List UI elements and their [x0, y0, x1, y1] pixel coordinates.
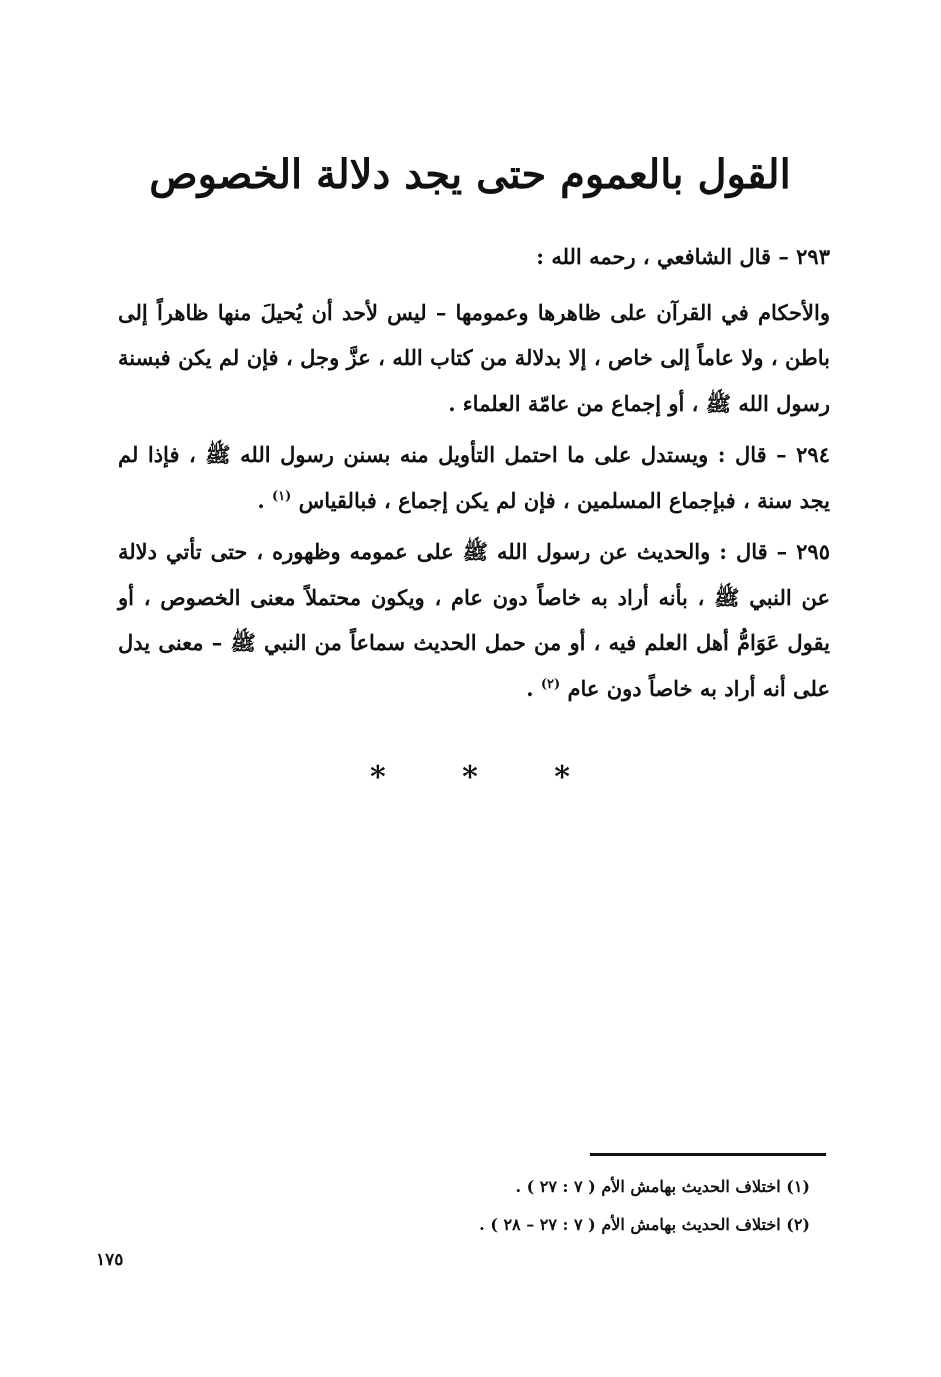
page-number: ١٧٥: [96, 1250, 124, 1270]
paragraph-295-text: ٢٩٥ – قال : والحديث عن رسول الله ﷺ على عمومه وظهوره ، حتى تأتي دلالة عن النبي ﷺ ، بأنه أراد به خاصاً دون عام ، ويكون محتملاً معنى الخصوص ، أو يقول عَوَامُّ أهل العلم فيه ، أو من حمل الحديث سماعاً من النبي ﷺ – معنى يدل على أنه أراد به خاصاً دون عام: [118, 539, 830, 701]
footnote-1: (١) اختلاف الحديث بهامش الأم ( ٧ : ٢٧ ) .: [515, 1177, 810, 1196]
separator-star: *: [462, 760, 478, 795]
paragraph-293-heading: ٢٩٣ – قال الشافعي ، رحمه الله :: [536, 244, 830, 269]
paragraph-294-text: ٢٩٤ – قال : ويستدل على ما احتمل التأويل منه بسنن رسول الله ﷺ ، فإذا لم يجد سنة ، فبإجماع المسلمين ، فإن لم يكن إجماع ، فبالقياس: [118, 442, 830, 513]
separator-star: *: [370, 760, 386, 795]
footnote-divider: [590, 1153, 826, 1156]
chapter-title: القول بالعموم حتى يجد دلالة الخصوص: [149, 150, 791, 198]
footnotes: [380, 1168, 810, 1244]
footnote-2: (٢) اختلاف الحديث بهامش الأم ( ٧ : ٢٧ – ٢٨ ) .: [479, 1215, 810, 1234]
footnote-ref-1[interactable]: (١): [271, 488, 292, 504]
section-separator: [370, 760, 570, 795]
paragraph-293-body: والأحكام في القرآن على ظاهرها وعمومها – ليس لأحد أن يُحيلَ منها ظاهراً إلى باطن ، ولا عاماً إلى خاص ، إلا بدلالة من كتاب الله ، عزَّ وجل ، فإن لم يكن فبسنة رسول الله ﷺ ، أو إجماع من عامّة العلماء .: [118, 299, 830, 416]
paragraph-294: ٢٩٤ – قال : ويستدل على ما احتمل التأويل منه بسنن رسول الله ﷺ ، فإذا لم يجد سنة ، فبإجماع المسلمين ، فإن لم يكن إجماع ، فبالقياس $^{(١)}$ .: [118, 442, 830, 513]
footnote-ref-2[interactable]: (٢): [540, 676, 561, 692]
paragraph-295: ٢٩٥ – قال : والحديث عن رسول الله ﷺ على عمومه وظهوره ، حتى تأتي دلالة عن النبي ﷺ ، بأنه أراد به خاصاً دون عام ، ويكون محتملاً معنى الخصوص ، أو يقول عَوَامُّ أهل العلم فيه ، أو من حمل الحديث سماعاً من النبي ﷺ – معنى يدل على أنه أراد به خاصاً دون عام $^{(٢)}$ .: [118, 539, 830, 701]
separator-star: *: [554, 760, 570, 795]
body-text: [118, 234, 830, 717]
